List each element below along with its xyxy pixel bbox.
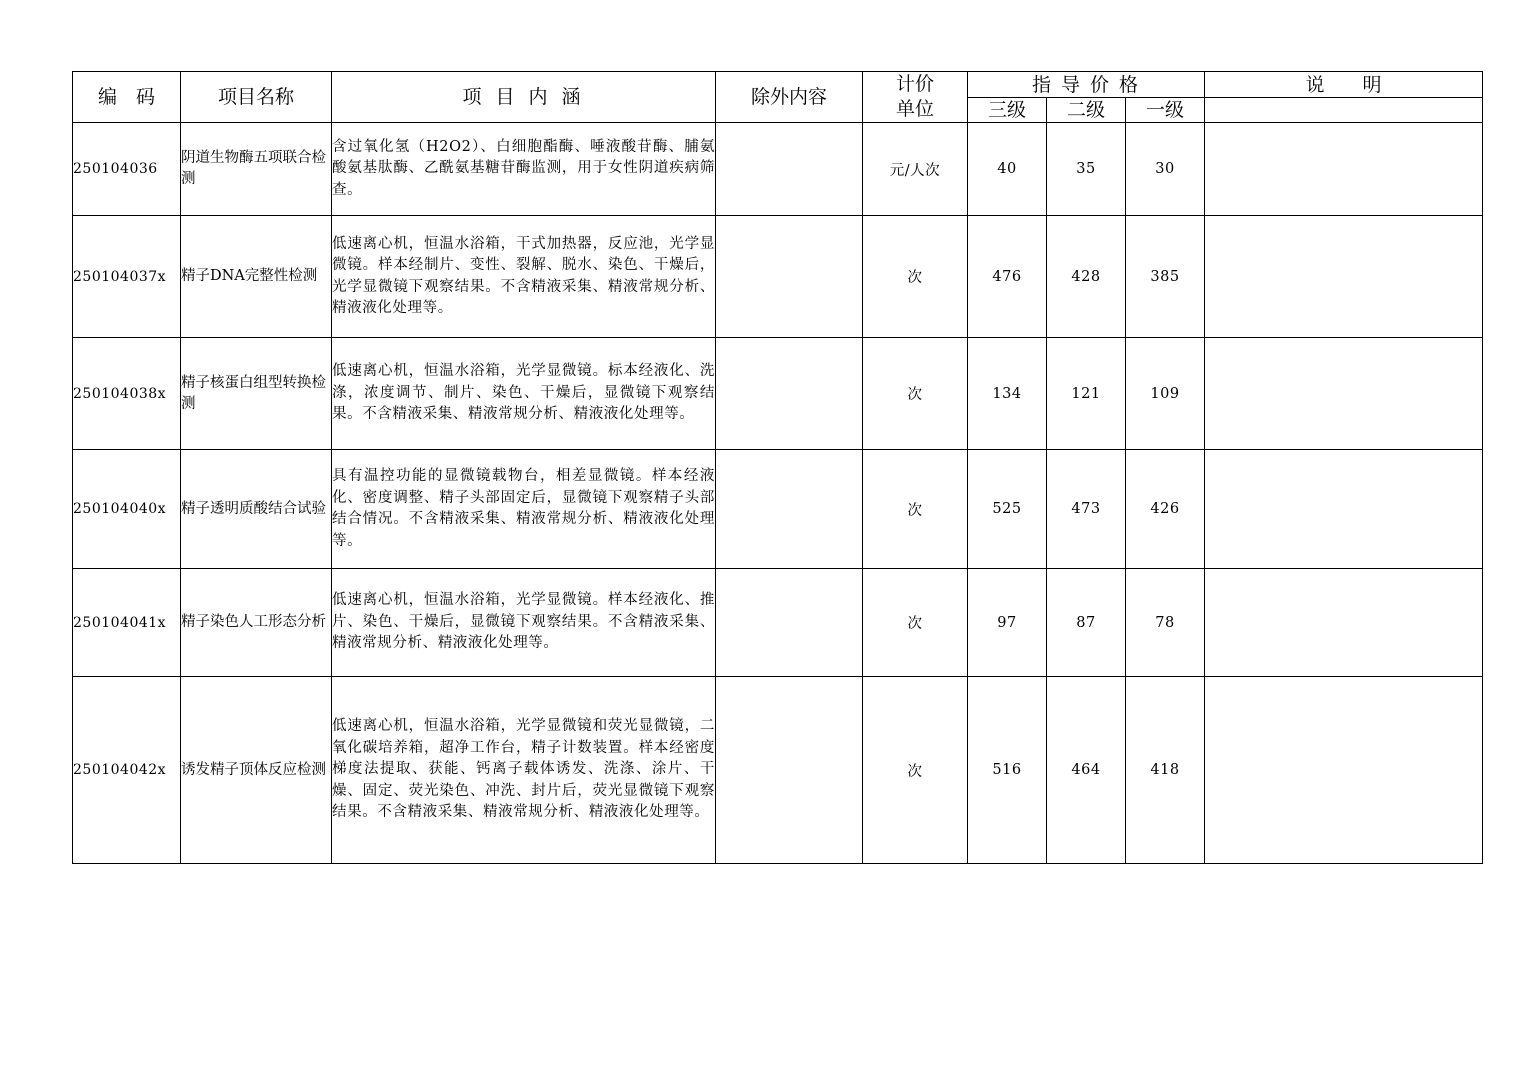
cell-unit: 元/人次 (863, 123, 968, 216)
cell-level3: 525 (968, 450, 1047, 569)
cell-exclusion (716, 123, 863, 216)
cell-name: 精子核蛋白组型转换检测 (181, 338, 332, 450)
cell-name: 精子DNA完整性检测 (181, 216, 332, 338)
cell-level2: 35 (1047, 123, 1126, 216)
cell-level1: 30 (1126, 123, 1205, 216)
cell-level1: 385 (1126, 216, 1205, 338)
cell-level3: 40 (968, 123, 1047, 216)
cell-level3: 97 (968, 569, 1047, 677)
cell-unit: 次 (863, 338, 968, 450)
header-note-sub (1205, 98, 1483, 123)
cell-content: 含过氧化氢（H2O2）、白细胞酯酶、唾液酸苷酶、脯氨酸氨基肽酶、乙酰氨基糖苷酶监测，用于女性阴道疾病筛查。 (332, 123, 716, 216)
header-content: 项 目 内 涵 (332, 72, 716, 123)
cell-note (1205, 216, 1483, 338)
cell-level1: 78 (1126, 569, 1205, 677)
cell-content: 低速离心机，恒温水浴箱，光学显微镜和荧光显微镜，二氧化碳培养箱，超净工作台，精子计数装置。样本经密度梯度法提取、获能、钙离子载体诱发、洗涤、涂片、干燥、固定、荧光染色、冲洗、封片后，荧光显微镜下观察结果。不含精液采集、精液常规分析、精液液化处理等。 (332, 677, 716, 864)
cell-code: 250104042x (73, 677, 181, 864)
cell-name: 精子染色人工形态分析 (181, 569, 332, 677)
cell-level2: 464 (1047, 677, 1126, 864)
table-row (73, 450, 1483, 569)
cell-unit: 次 (863, 677, 968, 864)
cell-note (1205, 338, 1483, 450)
cell-level1: 418 (1126, 677, 1205, 864)
header-note: 说 明 (1205, 72, 1483, 98)
cell-exclusion (716, 677, 863, 864)
cell-note (1205, 569, 1483, 677)
cell-level3: 476 (968, 216, 1047, 338)
cell-name: 诱发精子顶体反应检测 (181, 677, 332, 864)
cell-level1: 426 (1126, 450, 1205, 569)
cell-level2: 121 (1047, 338, 1126, 450)
cell-content: 低速离心机，恒温水浴箱，光学显微镜。标本经液化、洗涤，浓度调节、制片、染色、干燥后，显微镜下观察结果。不含精液采集、精液常规分析、精液液化处理等。 (332, 338, 716, 450)
cell-content: 低速离心机，恒温水浴箱，干式加热器，反应池，光学显微镜。样本经制片、变性、裂解、脱水、染色、干燥后，光学显微镜下观察结果。不含精液采集、精液常规分析、精液液化处理等。 (332, 216, 716, 338)
header-guide-price: 指 导 价 格 (968, 72, 1205, 98)
table-row (73, 216, 1483, 338)
cell-name: 精子透明质酸结合试验 (181, 450, 332, 569)
header-level1: 一级 (1126, 98, 1205, 123)
cell-level3: 134 (968, 338, 1047, 450)
table-row (73, 338, 1483, 450)
cell-note (1205, 123, 1483, 216)
cell-code: 250104037x (73, 216, 181, 338)
cell-note (1205, 450, 1483, 569)
cell-exclusion (716, 216, 863, 338)
cell-level3: 516 (968, 677, 1047, 864)
header-exclusion: 除外内容 (716, 72, 863, 123)
cell-exclusion (716, 338, 863, 450)
cell-code: 250104041x (73, 569, 181, 677)
cell-level2: 428 (1047, 216, 1126, 338)
table-row (73, 123, 1483, 216)
table-row (73, 677, 1483, 864)
header-name: 项目名称 (181, 72, 332, 123)
cell-exclusion (716, 450, 863, 569)
header-code: 编 码 (73, 72, 181, 123)
cell-unit: 次 (863, 569, 968, 677)
header-unit: 计价单位 (863, 72, 968, 123)
cell-level2: 87 (1047, 569, 1126, 677)
price-table (72, 71, 1483, 864)
cell-code: 250104040x (73, 450, 181, 569)
header-level2: 二级 (1047, 98, 1126, 123)
header-level3: 三级 (968, 98, 1047, 123)
cell-exclusion (716, 569, 863, 677)
cell-content: 具有温控功能的显微镜载物台，相差显微镜。样本经液化、密度调整、精子头部固定后，显微镜下观察精子头部结合情况。不含精液采集、精液常规分析、精液液化处理等。 (332, 450, 716, 569)
cell-level2: 473 (1047, 450, 1126, 569)
cell-unit: 次 (863, 450, 968, 569)
cell-code: 250104036 (73, 123, 181, 216)
cell-level1: 109 (1126, 338, 1205, 450)
cell-name: 阴道生物酶五项联合检测 (181, 123, 332, 216)
header-row (73, 72, 1483, 98)
cell-content: 低速离心机，恒温水浴箱，光学显微镜。样本经液化、推片、染色、干燥后，显微镜下观察结果。不含精液采集、精液常规分析、精液液化处理等。 (332, 569, 716, 677)
cell-code: 250104038x (73, 338, 181, 450)
table-row (73, 569, 1483, 677)
cell-note (1205, 677, 1483, 864)
cell-unit: 次 (863, 216, 968, 338)
